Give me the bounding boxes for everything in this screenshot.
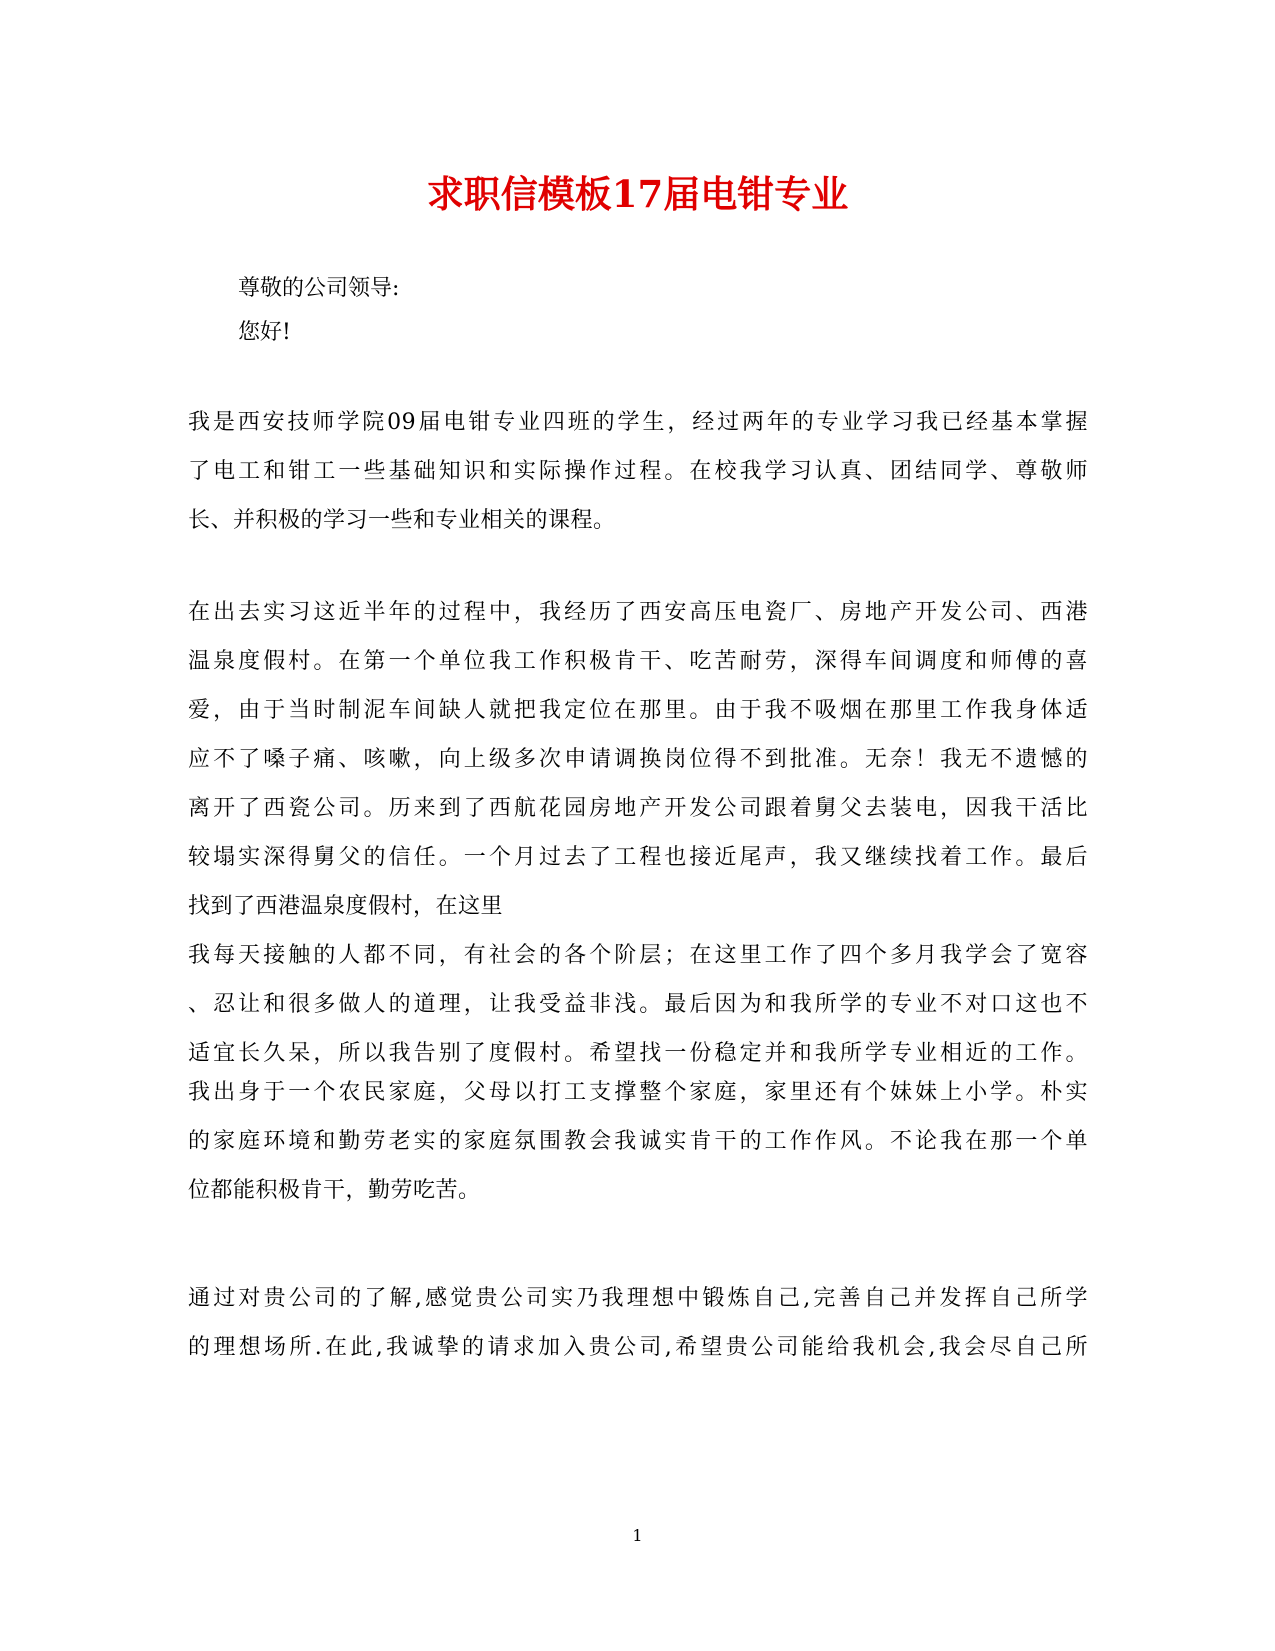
paragraph-line: 离开了西瓷公司。历来到了西航花园房地产开发公司跟着舅父去装电，因我干活比	[188, 796, 1088, 821]
paragraph	[188, 408, 1088, 555]
paragraph	[188, 1078, 1088, 1225]
paragraph-line: 我是西安技师学院09届电钳专业四班的学生，经过两年的专业学习我已经基本掌握	[188, 410, 1088, 435]
paragraph-line: 的家庭环境和勤劳老实的家庭氛围教会我诚实肯干的工作作风。不论我在那一个单	[188, 1129, 1088, 1154]
page-number: 1	[632, 1526, 643, 1545]
paragraph-line: 位都能积极肯干，勤劳吃苦。	[188, 1178, 481, 1203]
paragraph-line: 较塌实深得舅父的信任。一个月过去了工程也接近尾声，我又继续找着工作。最后	[188, 845, 1088, 870]
paragraph-line: 我出身于一个农民家庭，父母以打工支撑整个家庭，家里还有个妹妹上小学。朴实	[188, 1080, 1088, 1105]
paragraph-line: 的理想场所.在此,我诚挚的请求加入贵公司,希望贵公司能给我机会,我会尽自己所	[188, 1335, 1088, 1360]
paragraph-line: 、忍让和很多做人的道理，让我受益非浅。最后因为和我所学的专业不对口这也不	[188, 992, 1088, 1017]
paragraph	[188, 1284, 1088, 1382]
salutation: 尊敬的公司领导:	[238, 276, 400, 301]
paragraph	[188, 598, 1088, 1088]
greeting: 您好!	[238, 320, 291, 345]
paragraph-line: 应不了嗓子痛、咳嗽，向上级多次申请调换岗位得不到批准。无奈！我无不遗憾的	[188, 747, 1088, 772]
document-title: 求职信模板17届电钳专业	[426, 172, 849, 216]
paragraph-line: 通过对贵公司的了解,感觉贵公司实乃我理想中锻炼自己,完善自己并发挥自己所学	[188, 1286, 1088, 1311]
paragraph-line: 在出去实习这近半年的过程中，我经历了西安高压电瓷厂、房地产开发公司、西港	[188, 600, 1088, 625]
paragraph-line: 适宜长久呆，所以我告别了度假村。希望找一份稳定并和我所学专业相近的工作。	[188, 1041, 1088, 1066]
paragraph-line: 爱，由于当时制泥车间缺人就把我定位在那里。由于我不吸烟在那里工作我身体适	[188, 698, 1088, 723]
paragraph-line: 温泉度假村。在第一个单位我工作积极肯干、吃苦耐劳，深得车间调度和师傅的喜	[188, 649, 1088, 674]
paragraph-line: 找到了西港温泉度假村，在这里	[188, 894, 504, 919]
paragraph-line: 了电工和钳工一些基础知识和实际操作过程。在校我学习认真、团结同学、尊敬师	[188, 459, 1088, 484]
paragraph-line: 长、并积极的学习一些和专业相关的课程。	[188, 508, 616, 533]
paragraph-line: 我每天接触的人都不同，有社会的各个阶层；在这里工作了四个多月我学会了宽容	[188, 943, 1088, 968]
